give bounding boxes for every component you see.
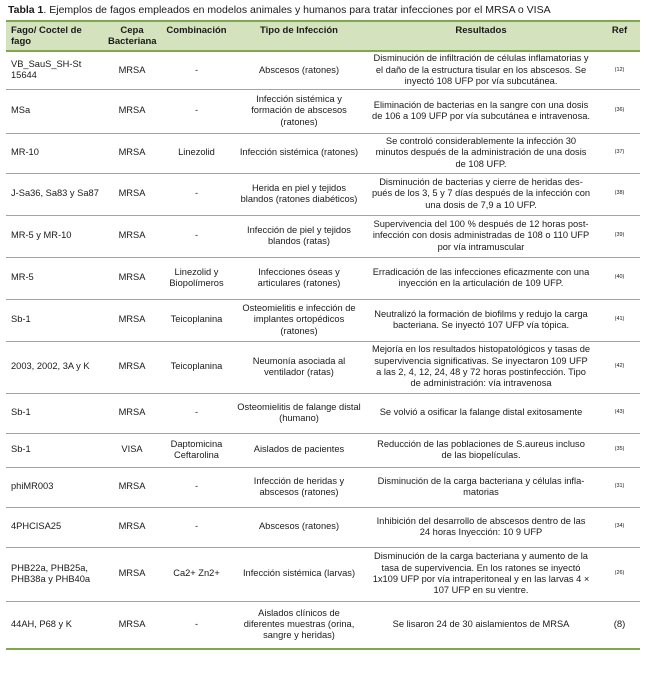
header-tipo: Tipo de Infección	[235, 21, 363, 51]
cell-fago: Sb-1	[11, 314, 31, 325]
table-row	[6, 601, 640, 649]
cell-resultados: Eliminación de bacterias en la sangre con una dosis de 106 a 109 UFP por vía subcutánea e intravenosa.	[372, 99, 590, 121]
cell-combinacion: -	[194, 64, 199, 75]
cell-resultados: Se volvió a osificar la falange distal exitosamente	[379, 407, 583, 418]
cell-combinacion: Teicoplanina	[170, 361, 223, 372]
table-row	[6, 299, 640, 341]
header-resultados: Resultados	[363, 21, 599, 51]
table-header	[6, 21, 640, 51]
cell-ref: (40)	[614, 274, 625, 281]
cell-tipo: Infección sistémica (larvas)	[242, 568, 356, 579]
cell-ref: (8)	[613, 619, 626, 631]
cell-ref: (35)	[614, 446, 625, 453]
cell-ref: (38)	[614, 190, 625, 197]
cell-cepa: MRSA	[118, 272, 146, 283]
header-row	[6, 21, 640, 51]
table-caption	[8, 3, 641, 17]
cell-fago: J-Sa36, Sa83 y Sa87	[11, 188, 99, 199]
cell-cepa: MRSA	[118, 105, 146, 116]
cell-fago: MR-5	[11, 272, 34, 283]
cell-resultados: Erradicación de las infecciones eficazmente con una inyección en la articulación de 109 UFP.	[372, 266, 590, 288]
cell-fago: PHB22a, PHB25a, PHB38a y PHB40a	[11, 562, 91, 584]
cell-resultados: Neutralizó la formación de biofilms y redujo la carga bacteriana. Se inyectó 107 UFP vía tópica.	[374, 308, 588, 330]
cell-cepa: MRSA	[118, 568, 146, 579]
cell-resultados: Disminución de la carga bacteriana y células infla-matorias	[377, 475, 585, 497]
cell-cepa: MRSA	[118, 188, 146, 199]
table-row	[6, 507, 640, 547]
caption-label: Tabla 1	[8, 4, 44, 16]
cell-combinacion: -	[194, 230, 199, 241]
cell-tipo: Infección sistémica (ratones)	[239, 147, 359, 158]
cell-resultados: Disminución de infiltración de células inflamatorias y el daño de la estructura tisular en los abscesos. Se inyectó 108 UFP por vía subcutánea.	[373, 53, 589, 86]
cell-ref: (37)	[614, 149, 625, 156]
cell-tipo: Neumonía asociada al ventilador (ratas)	[252, 355, 346, 377]
cell-cepa: MRSA	[118, 147, 146, 158]
table-row	[6, 341, 640, 393]
header-ref: Ref	[599, 21, 640, 51]
cell-tipo: Osteomielitis e infección de implantes ortopédicos (ratones)	[242, 303, 356, 336]
table-row	[6, 393, 640, 433]
table-row	[6, 547, 640, 601]
table-row	[6, 215, 640, 257]
cell-cepa: MRSA	[118, 521, 146, 532]
caption-text: . Ejemplos de fagos empleados en modelos animales y humanos para tratar infecciones por el MRSA o VISA	[43, 4, 551, 16]
cell-tipo: Abscesos (ratones)	[258, 64, 340, 75]
cell-resultados: Mejoría en los resultados histopatológicos y tasas de supervivencia significativas. Se inyectaron 109 UFP a las 2, 4, 12, 24, 48 y 72 horas postinfección. Tipo de administración: vía intravenosa	[371, 344, 591, 389]
cell-ref: (42)	[614, 363, 625, 370]
cell-combinacion: -	[194, 105, 199, 116]
cell-fago: 4PHCISA25	[11, 521, 62, 532]
cell-resultados: Reducción de las poblaciones de S.aureus incluso de las biopelículas.	[377, 438, 585, 460]
cell-tipo: Aislados de pacientes	[253, 444, 345, 455]
cell-ref: (31)	[614, 483, 625, 490]
cell-tipo: Infecciones óseas y articulares (ratones)	[257, 266, 341, 288]
cell-fago: Sb-1	[11, 407, 31, 418]
table-body	[6, 51, 640, 649]
table-row	[6, 257, 640, 299]
cell-combinacion: Linezolid y Biopolímeros	[169, 266, 224, 288]
cell-combinacion: -	[194, 521, 199, 532]
cell-tipo: Aislados clínicos de diferentes muestras (orina, sangre y heridas)	[243, 607, 355, 641]
cell-ref: (26)	[614, 570, 625, 577]
cell-fago: MR-10	[11, 147, 39, 158]
table-row	[6, 133, 640, 173]
table-row	[6, 89, 640, 133]
table-row	[6, 433, 640, 467]
cell-fago: VB_SauS_SH-St 15644	[11, 58, 82, 81]
cell-resultados: Se controló considerablemente la infección 30 minutos después de la administración de una dosis de 108 UFP.	[375, 136, 587, 169]
cell-fago: MSa	[11, 105, 31, 116]
cell-tipo: Infección sistémica y formación de abscesos (ratones)	[251, 94, 347, 127]
cell-combinacion: Linezolid	[178, 147, 215, 158]
cell-fago: MR-5 y MR-10	[11, 230, 72, 241]
cell-ref: (12)	[614, 66, 625, 73]
cell-cepa: MRSA	[118, 407, 146, 418]
cell-tipo: Osteomielitis de falange distal (humano)	[237, 401, 361, 423]
header-cepa: Cepa Bacteriana	[106, 21, 158, 51]
cell-resultados: Disminución de la carga bacteriana y aumento de la tasa de supervivencia. En los ratones se inyectó 1x109 UFP por vía intraperitoneal y en las larvas 4 × 107 UFP en su vientre.	[372, 551, 590, 596]
cell-ref: (39)	[614, 232, 625, 239]
cell-cepa: MRSA	[118, 314, 146, 325]
cell-tipo: Abscesos (ratones)	[258, 521, 340, 532]
cell-combinacion: Daptomicina Ceftarolina	[170, 438, 223, 460]
cell-fago: 44AH, P68 y K	[11, 619, 72, 630]
cell-ref: (43)	[614, 409, 625, 416]
cell-tipo: Herida en piel y tejidos blandos (ratones diabéticos)	[240, 182, 358, 204]
cell-cepa: MRSA	[118, 619, 146, 630]
cell-ref: (34)	[614, 523, 625, 530]
cell-combinacion: -	[194, 407, 199, 418]
header-combinacion: Combinación	[158, 21, 235, 51]
cell-combinacion: Teicoplanina	[170, 314, 223, 325]
cell-combinacion: -	[194, 481, 199, 492]
cell-fago: 2003, 2002, 3A y K	[11, 361, 90, 372]
cell-combinacion: -	[194, 188, 199, 199]
cell-cepa: MRSA	[118, 481, 146, 492]
cell-combinacion: Ca2+ Zn2+	[173, 568, 220, 579]
cell-ref: (41)	[614, 316, 625, 323]
cell-cepa: MRSA	[118, 64, 146, 75]
cell-ref: (36)	[614, 107, 625, 114]
header-fago: Fago/ Coctel de fago	[6, 21, 106, 51]
table-row	[6, 467, 640, 507]
phage-table	[6, 20, 640, 650]
cell-cepa: MRSA	[118, 230, 146, 241]
table-row	[6, 51, 640, 89]
cell-cepa: MRSA	[118, 361, 146, 372]
cell-resultados: Se lisaron 24 de 30 aislamientos de MRSA	[392, 619, 570, 630]
cell-resultados: Disminución de bacterias y cierre de heridas des-pués de los 3, 5 y 7 días después de la infección con una dosis de 7,9 a 10 UFP.	[371, 177, 591, 210]
cell-tipo: Infección de heridas y abscesos (ratones)	[253, 475, 345, 497]
table-row	[6, 173, 640, 215]
cell-resultados: Inhibición del desarrollo de abscesos dentro de las 24 horas Inyección: 10 9 UFP	[376, 515, 586, 537]
cell-fago: phiMR003	[11, 481, 54, 492]
cell-fago: Sb-1	[11, 444, 31, 455]
cell-cepa: VISA	[121, 444, 143, 455]
cell-combinacion: -	[194, 619, 199, 630]
cell-resultados: Supervivencia del 100 % después de 12 horas post-infección con dosis administradas de 108 o 110 UFP por vía intramuscular	[372, 219, 590, 252]
cell-tipo: Infección de piel y tejidos blandos (ratas)	[247, 224, 351, 246]
